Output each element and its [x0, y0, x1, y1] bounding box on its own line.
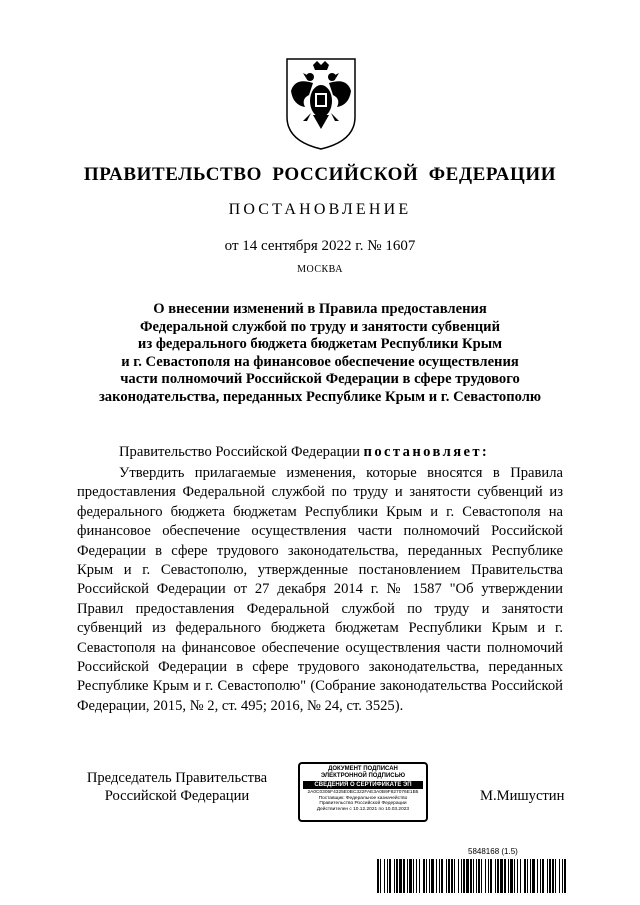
stamp-certificate-header: СВЕДЕНИЯ О СЕРТИФИКАТЕ ЭП: [303, 781, 423, 789]
intro-decree-word: постановляет:: [363, 444, 490, 460]
heading-line: законодательства, переданных Республике Крым и г. Севастополю: [98, 388, 542, 405]
signatory-position-line: Председатель Правительства: [86, 770, 268, 786]
barcode-icon: [377, 859, 567, 893]
heading-line: и г. Севастополя на финансовое обеспечение осуществления: [121, 353, 519, 370]
barcode-label: 5848168 (1.5): [468, 847, 518, 856]
signatory-name: М.Мишустин: [480, 788, 565, 804]
stamp-owner: Правительство Российской Федерации: [319, 801, 407, 807]
electronic-signature-stamp: [298, 762, 428, 822]
stamp-certificate-serial: 2A0C0305F4325E0BC322FAE3A0B9F827076E1B5: [307, 790, 419, 795]
heading-line: Федеральной службой по труду и занятости субвенций: [139, 318, 500, 335]
date-and-number: от 14 сентября 2022 г. № 1607: [224, 238, 416, 254]
stamp-validity: Действителен с 10.12.2021 по 10.03.2023: [316, 806, 410, 812]
stamp-line: ДОКУМЕНТ ПОДПИСАН: [328, 766, 398, 772]
government-title: ПРАВИТЕЛЬСТВО РОССИЙСКОЙ ФЕДЕРАЦИИ: [83, 164, 557, 185]
signatory-position: [77, 769, 277, 805]
heading-line: части полномочий Российской Федерации в сфере трудового: [120, 371, 520, 388]
body-paragraph: Утвердить прилагаемые изменения, которые вносятся в Правила предоставления Федеральной службой по труду и занятости субвенций из федерального бюджета бюджетам Республики Крым и г. Севастополя на финансовое обеспечение осуществления части полномочий Российской Федерации в сфере трудового законодательства, переданных Республике Крым и г. Севастополю, утвержденные постановлением Правительства Российской Федерации от 27 декабря 2014 г. № 1587 "Об утверждении Правил предоставления Федеральной службой по труду и занятости субвенций из федерального бюджета бюджетам Республики Крым и г. Севастополя на финансовое обеспечение осуществления части полномочий Российской Федерации в сфере трудового законодательства, переданных Республике Крым и г. Севастополю" (Собрание законодательства Российской Федерации, 2015, № 2, ст. 495; 2016, № 24, ст. 3525).: [77, 465, 563, 714]
heading-line: из федерального бюджета бюджетам Республики Крым: [137, 336, 503, 353]
intro-text: Правительство Российской Федерации: [119, 444, 364, 460]
stamp-issuer: Поставщик: Федеральное казначейство: [318, 795, 408, 801]
heading-line: О внесении изменений в Правила предоставления: [153, 301, 487, 317]
stamp-line: ЭЛЕКТРОННОЙ ПОДПИСЬЮ: [320, 773, 406, 779]
signatory-position-line: Российской Федерации: [104, 788, 250, 804]
document-type: ПОСТАНОВЛЕНИЕ: [228, 201, 412, 218]
resolution-intro: [119, 444, 489, 461]
resolution-heading: [70, 301, 570, 407]
double-headed-eagle-emblem-icon: [283, 55, 359, 151]
city: МОСКВА: [297, 264, 343, 275]
